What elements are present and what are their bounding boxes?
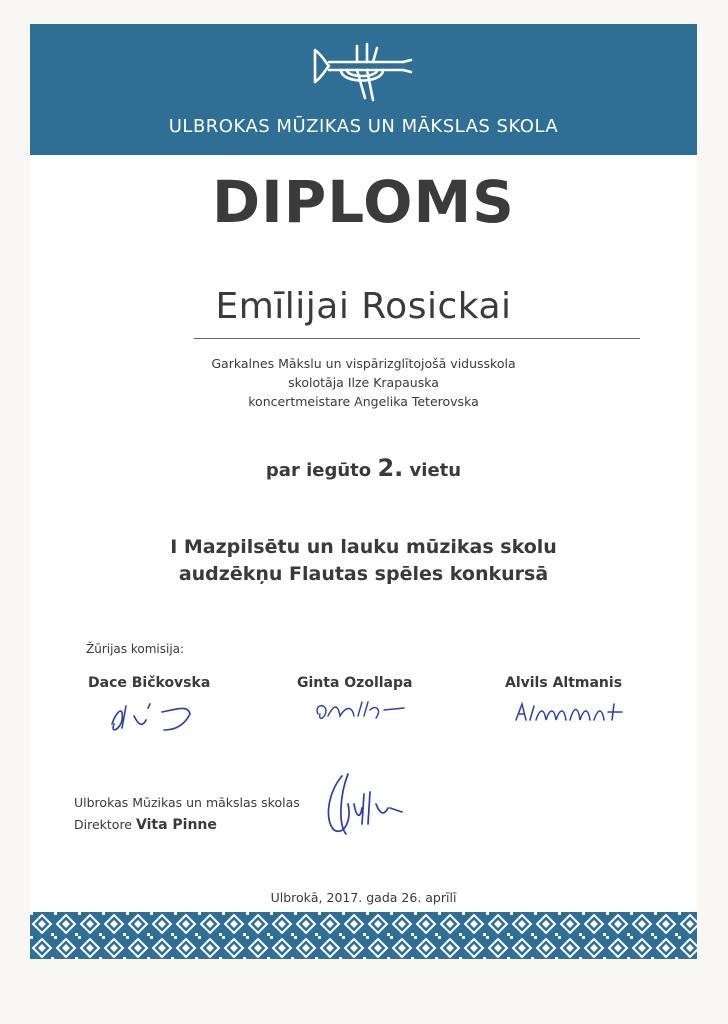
director-line	[74, 817, 217, 833]
juror-name-3: Alvils Altmanis	[505, 675, 623, 691]
info-school: Garkalnes Mākslu un vispārizglītojošā vidusskola	[211, 356, 516, 371]
juror-signature-1	[104, 694, 204, 740]
folk-ornament-border	[30, 912, 697, 959]
contest-line-2: audzēkņu Flautas spēles konkursā	[178, 563, 549, 585]
juror-name-2: Ginta Ozollapa	[297, 675, 413, 691]
award-place: 2.	[377, 454, 404, 482]
director-signature	[318, 764, 410, 844]
info-accompanist: koncertmeistare Angelika Teterovska	[248, 394, 479, 409]
director-name: Vita Pinne	[135, 817, 217, 833]
director-role: Direktore	[74, 817, 132, 832]
juror-signature-3	[510, 698, 636, 728]
director-school: Ulbrokas Mūzikas un mākslas skolas	[74, 795, 300, 810]
diploma-title: DIPLOMS	[212, 168, 515, 236]
info-teacher: skolotāja Ilze Krapauska	[288, 375, 439, 390]
award-suffix: vietu	[409, 460, 462, 481]
contest-line-1: I Mazpilsētu un lauku mūzikas skolu	[170, 536, 557, 558]
award-prefix: par iegūto	[265, 460, 372, 481]
juror-signature-2	[312, 696, 412, 728]
name-underline	[194, 338, 640, 339]
place-date: Ulbrokā, 2017. gada 26. aprīlī	[270, 890, 457, 905]
recipient-name: Emīlijai Rosickai	[215, 286, 512, 327]
juror-name-1: Dace Bičkovska	[88, 675, 211, 691]
jury-label: Žūrijas komisija:	[86, 642, 185, 656]
award-line	[30, 454, 697, 482]
school-name: ULBROKAS MŪZIKAS UN MĀKSLAS SKOLA	[168, 116, 559, 137]
trumpet-icon	[311, 40, 415, 108]
